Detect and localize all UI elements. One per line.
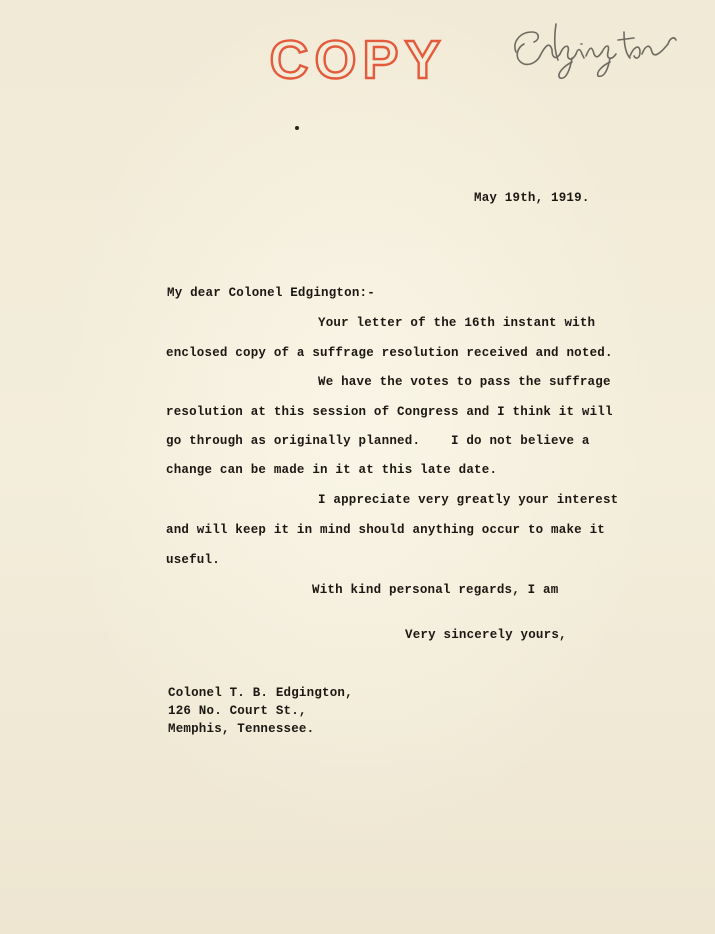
body-line: go through as originally planned. I do not believe a <box>166 434 590 448</box>
handwritten-edgington <box>510 14 680 84</box>
address-line: Memphis, Tennessee. <box>168 722 315 736</box>
body-line: enclosed copy of a suffrage resolution received and noted. <box>166 346 613 360</box>
body-line: change can be made in it at this late date. <box>166 463 498 477</box>
body-line: and will keep it in mind should anything occur to make it <box>166 523 605 537</box>
complimentary-closing: Very sincerely yours, <box>405 628 567 642</box>
address-line: 126 No. Court St., <box>168 704 307 718</box>
closing-regards: With kind personal regards, I am <box>312 583 559 597</box>
body-line: I appreciate very greatly your interest <box>318 493 619 507</box>
body-line: useful. <box>166 553 220 567</box>
body-line: resolution at this session of Congress and I think it will <box>166 405 613 419</box>
letter-date: May 19th, 1919. <box>474 191 590 205</box>
ink-speck <box>295 126 299 130</box>
handwritten-annotation <box>510 14 680 89</box>
copy-stamp-outline <box>258 30 458 90</box>
body-line: We have the votes to pass the suffrage <box>318 375 611 389</box>
salutation: My dear Colonel Edgington:- <box>167 286 375 300</box>
address-line: Colonel T. B. Edgington, <box>168 686 353 700</box>
copy-stamp-text: COPY <box>268 30 447 90</box>
body-line: Your letter of the 16th instant with <box>318 316 596 330</box>
